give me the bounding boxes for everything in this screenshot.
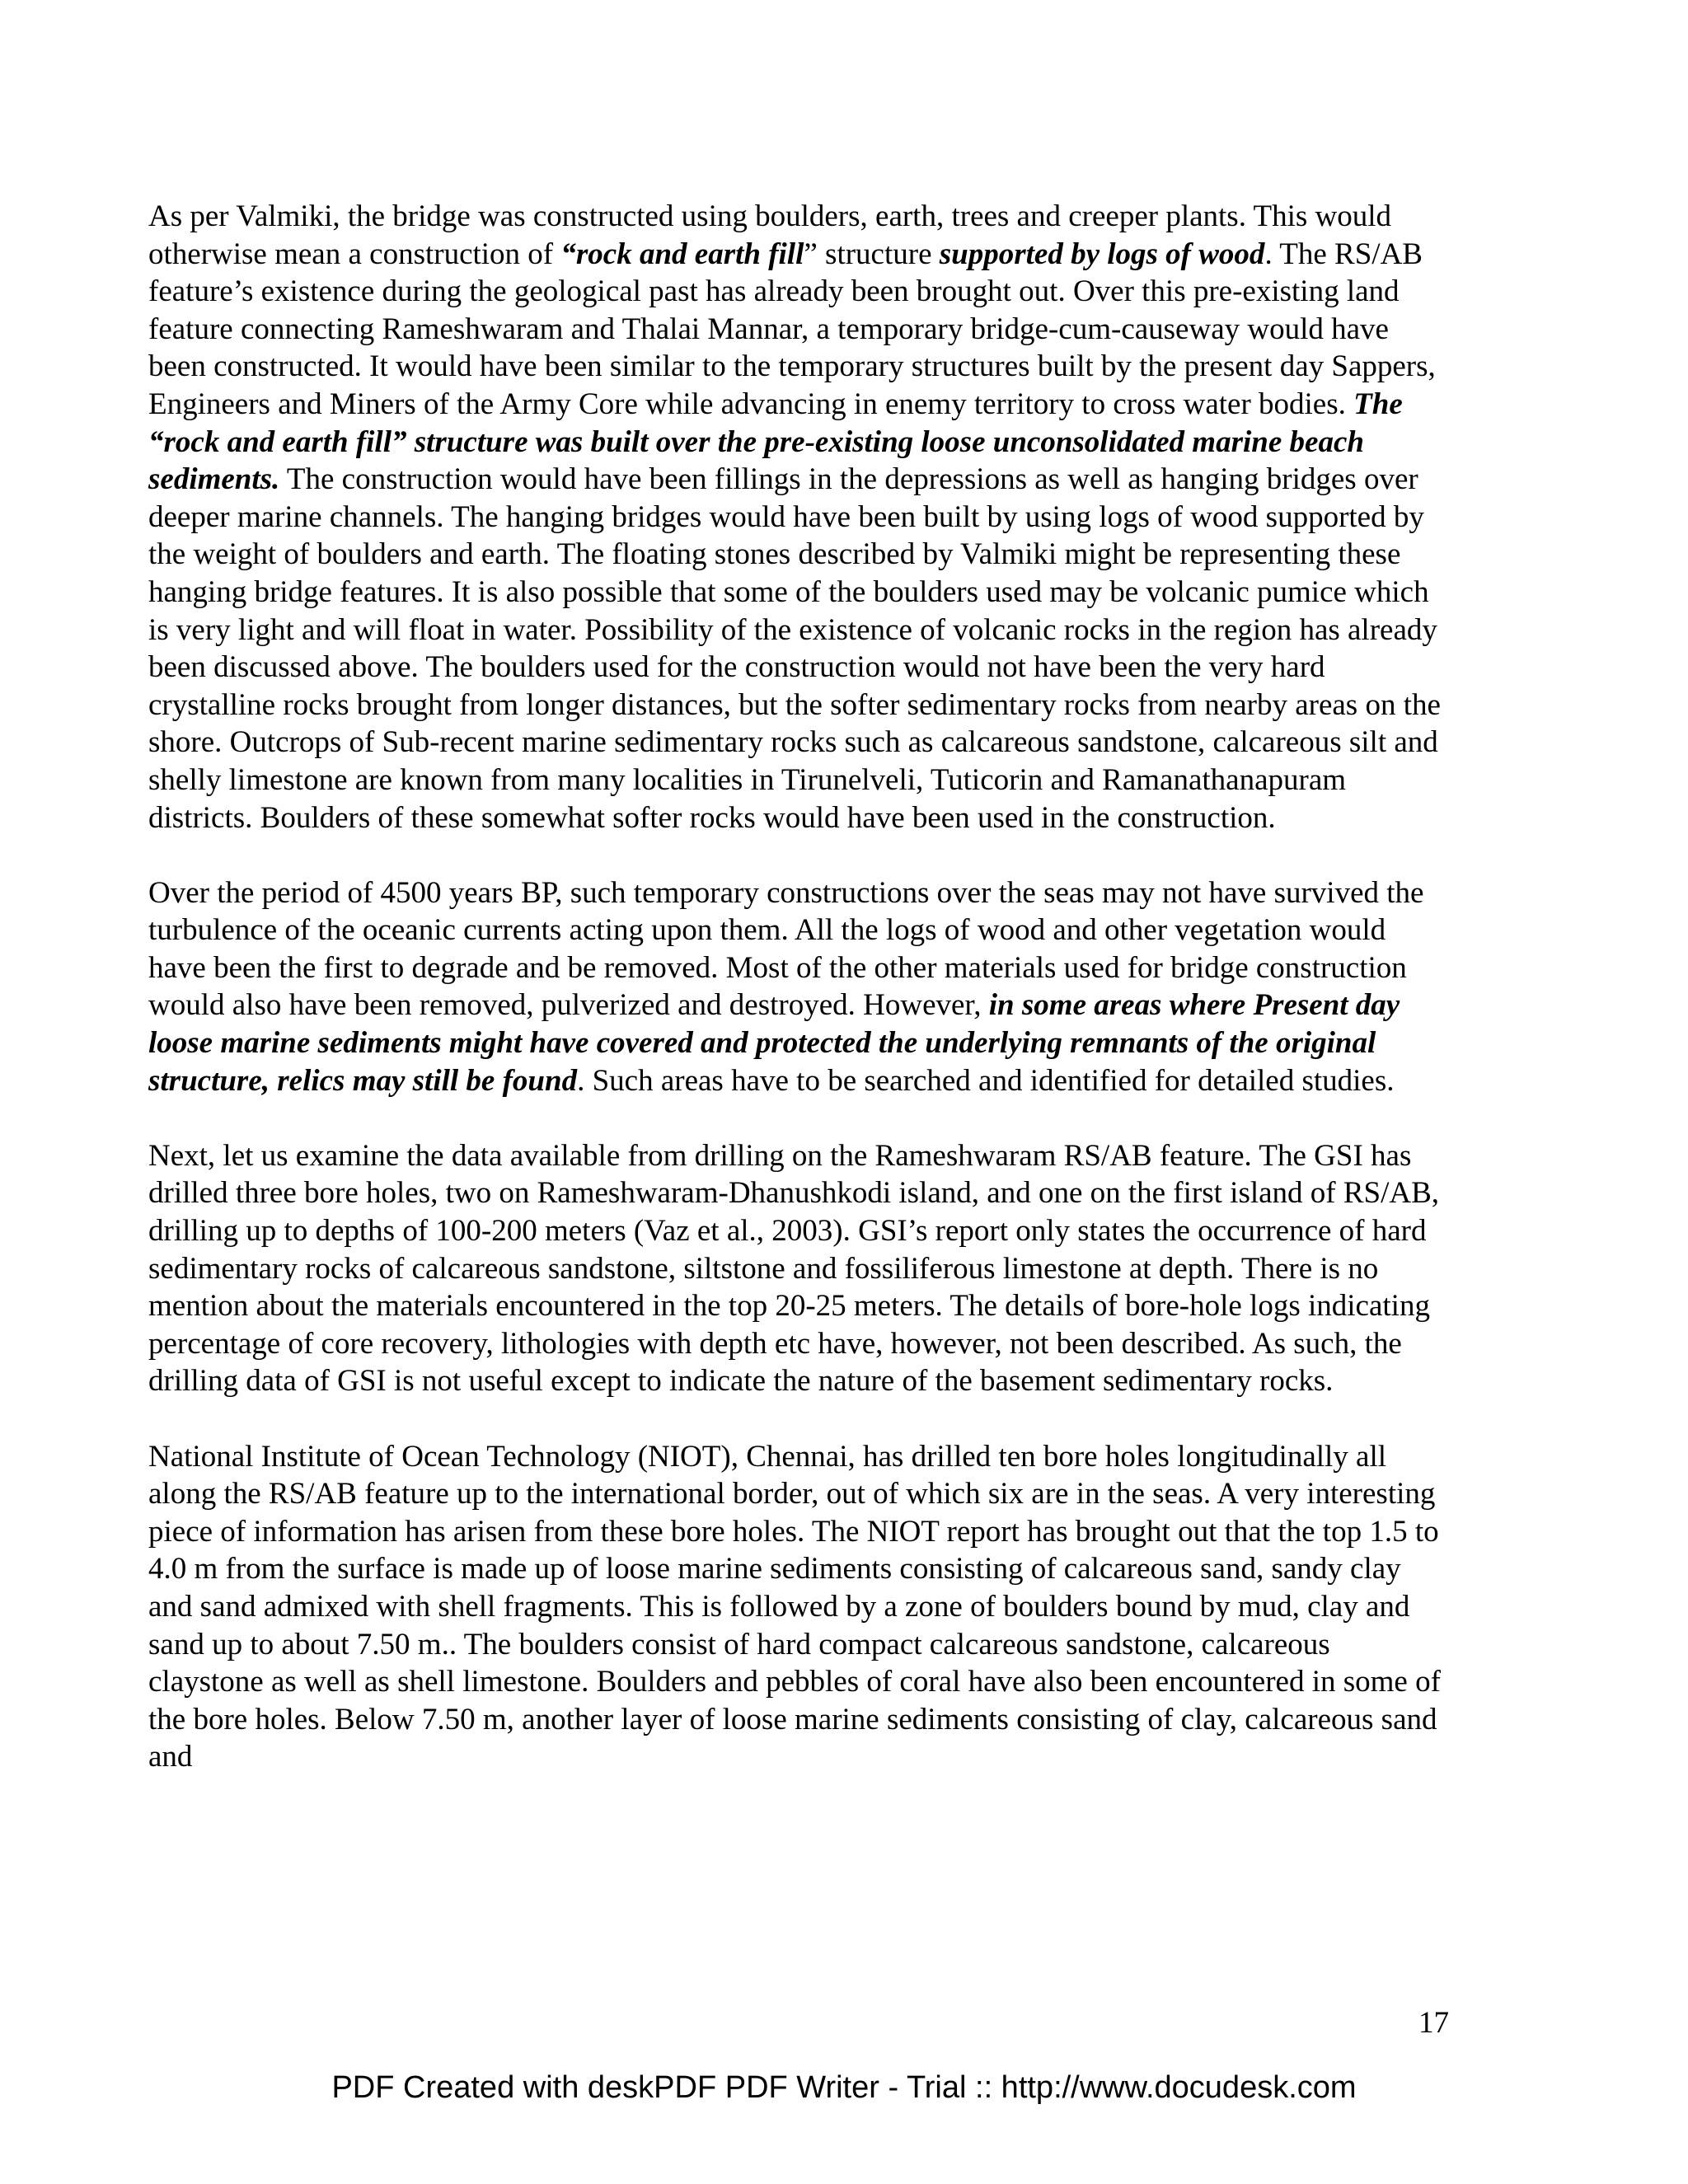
text-segment: National Institute of Ocean Technology (NIOT), Chennai, has drilled ten bore holes longitudinally all along the RS/AB feature up to the international border, out of which six are in the seas. A very interesting piece of information has arisen from these bore holes. The NIOT report has brought out that the top 1.5 to 4.0 m from the surface is made up of loose marine sediments consisting of calcareous sand, sandy clay and sand admixed with shell fragments. This is followed by a zone of boulders bound by mud, clay and sand up to about 7.50 m.. The boulders consist of hard compact calcareous sandstone, calcareous claystone as well as shell limestone. Boulders and pebbles of coral have also been encountered in some of the bore holes. Below 7.50 m, another layer of loose marine sediments consisting of clay, calcareous sand and [148, 1439, 1441, 1774]
text-segment: Next, let us examine the data available from drilling on the Rameshwaram RS/AB feature. The GSI has drilled three bore holes, two on Rameshwaram-Dhanushkodi island, and one on the first island of RS/AB, drilling up to depths of 100-200 meters (Vaz et al., 2003). GSI’s report only states the occurrence of hard sedimentary rocks of calcareous sandstone, siltstone and fossiliferous limestone at depth. There is no mention about the materials encountered in the top 20-25 meters. The details of bore-hole logs indicating percentage of core recovery, lithologies with depth etc have, however, not been described. As such, the drilling data of GSI is not useful except to indicate the nature of the basement sedimentary rocks. [148, 1138, 1440, 1399]
emphasis-segment: “rock and earth fill [560, 237, 804, 271]
pdf-writer-footer: PDF Created with deskPDF PDF Writer - Trial :: http://www.docudesk.com [331, 2070, 1357, 2105]
paragraph-1 [148, 198, 1451, 837]
paragraph-3 [148, 1137, 1451, 1400]
body-text [148, 198, 1451, 1814]
text-segment: . Such areas have to be searched and identified for detailed studies. [577, 1063, 1395, 1098]
text-segment: . The RS/AB feature’s existence during the geological past has already been brought out. Over this pre-existing land feature connecting Rameshwaram and Thalai Mannar, a temporary bridge-cum-causeway would have been constructed. It would have been similar to the temporary structures built by the present day Sappers, Engineers and Miners of the Army Core while advancing in enemy territory to cross water bodies. [148, 237, 1436, 421]
emphasis-segment: The “rock and earth fill” structure was built over the pre-existing loose unconsolidated marine beach sediments. [148, 387, 1403, 497]
emphasis-segment: in some areas where Present day loose marine sediments might have covered and protected the underlying remnants of the original structure, relics may still be found [148, 988, 1400, 1098]
paragraph-4 [148, 1438, 1451, 1776]
page-number: 17 [1418, 2006, 1449, 2040]
text-segment: The construction would have been fillings in the depressions as well as hanging bridges over deeper marine channels. The hanging bridges would have been built by using logs of wood supported by the weight of boulders and earth. The floating stones described by Valmiki might be representing these hanging bridge features. It is also possible that some of the boulders used may be volcanic pumice which is very light and will float in water. Possibility of the existence of volcanic rocks in the region has already been discussed above. The boulders used for the construction would not have been the very hard crystalline rocks brought from longer distances, but the softer sedimentary rocks from nearby areas on the shore. Outcrops of Sub-recent marine sedimentary rocks such as calcareous sandstone, calcareous silt and shelly limestone are known from many localities in Tirunelveli, Tuticorin and Ramanathanapuram districts. Boulders of these somewhat softer rocks would have been used in the construction. [148, 462, 1441, 835]
text-segment: Over the period of 4500 years BP, such temporary constructions over the seas may not have survived the turbulence of the oceanic currents acting upon them. All the logs of wood and other vegetation would have been the first to degrade and be removed. Most of the other materials used for bridge construction would also have been removed, pulverized and destroyed. However, [148, 875, 1424, 1023]
text-segment: ” structure [804, 237, 940, 271]
paragraph-2 [148, 874, 1451, 1100]
emphasis-segment: supported by logs of wood [939, 237, 1265, 271]
text-segment: As per Valmiki, the bridge was constructed using boulders, earth, trees and creeper plants. This would otherwise mean a construction of [148, 199, 1392, 271]
